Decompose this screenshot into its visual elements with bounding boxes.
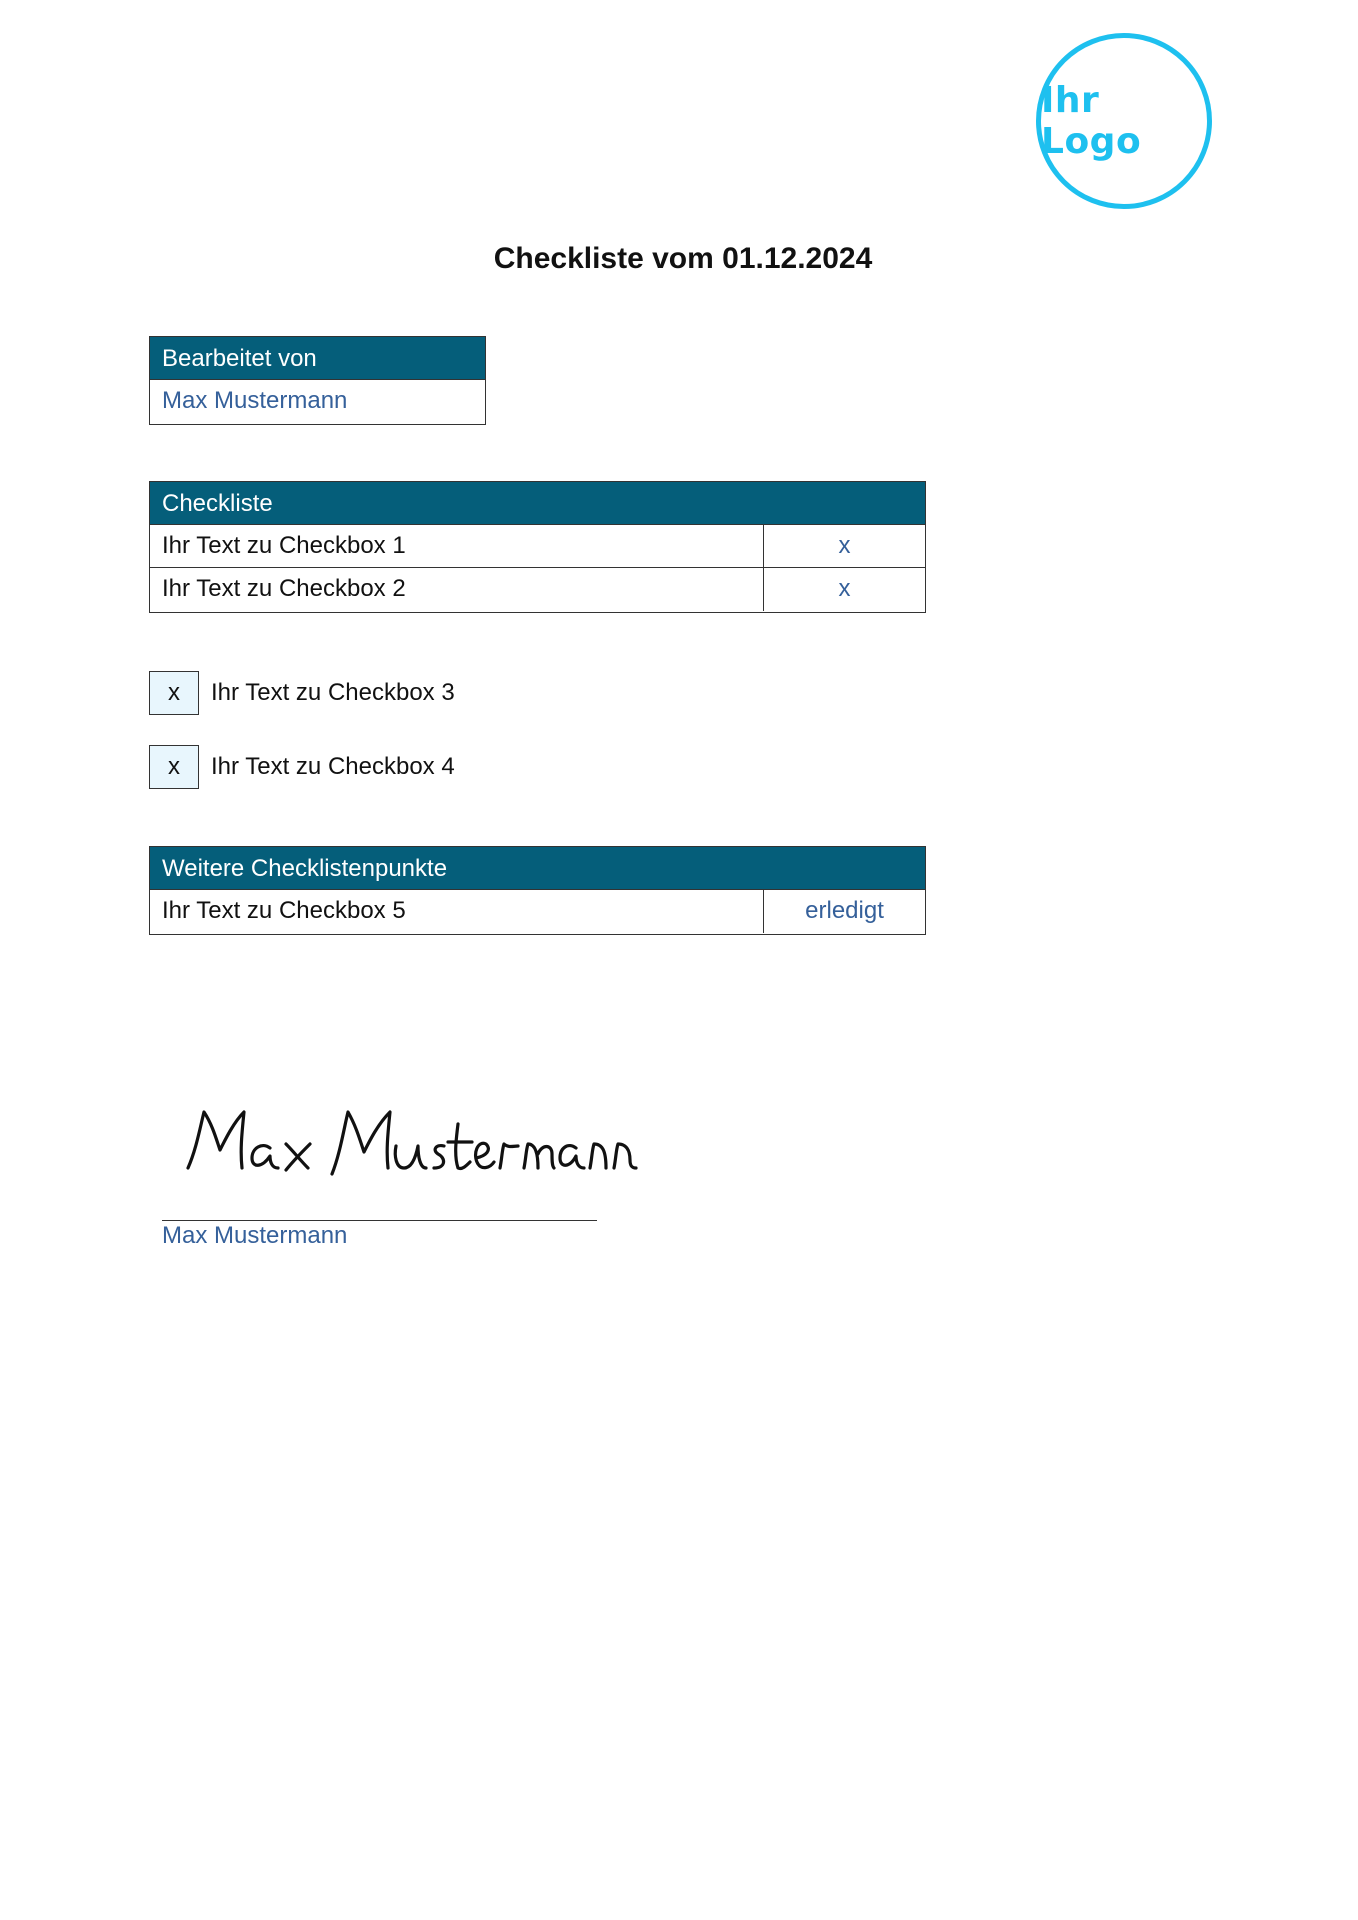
checkbox-item-4 [149, 745, 455, 789]
signature-line [162, 1220, 597, 1221]
editor-row [150, 380, 485, 423]
checklist-header: Checkliste [150, 482, 925, 525]
checklist-item-text: Ihr Text zu Checkbox 2 [162, 575, 406, 602]
checklist-item-value: x [763, 568, 925, 611]
editor-name: Max Mustermann [162, 387, 348, 414]
editor-header: Bearbeitet von [150, 337, 485, 380]
logo-text: Ihr Logo [1041, 80, 1142, 162]
checkbox[interactable]: x [149, 671, 199, 715]
page-title: Checkliste vom 01.12.2024 [493, 242, 873, 275]
further-item-text: Ihr Text zu Checkbox 5 [162, 897, 406, 924]
handwritten-signature [182, 1098, 642, 1188]
further-item-status: erledigt [763, 890, 925, 933]
checkbox[interactable]: x [149, 745, 199, 789]
checklist-table [149, 481, 926, 613]
further-header: Weitere Checklistenpunkte [150, 847, 925, 890]
checkbox-item-3 [149, 671, 455, 715]
checkbox-label: Ihr Text zu Checkbox 3 [211, 679, 455, 706]
checklist-item-text: Ihr Text zu Checkbox 1 [162, 532, 406, 559]
checklist-item-value: x [763, 525, 925, 567]
table-row [150, 525, 925, 568]
signature-name: Max Mustermann [162, 1222, 348, 1249]
company-logo [1036, 33, 1212, 209]
further-checklist-table [149, 846, 926, 935]
table-row [150, 568, 925, 611]
editor-table [149, 336, 486, 425]
checkbox-label: Ihr Text zu Checkbox 4 [211, 753, 455, 780]
table-row [150, 890, 925, 933]
